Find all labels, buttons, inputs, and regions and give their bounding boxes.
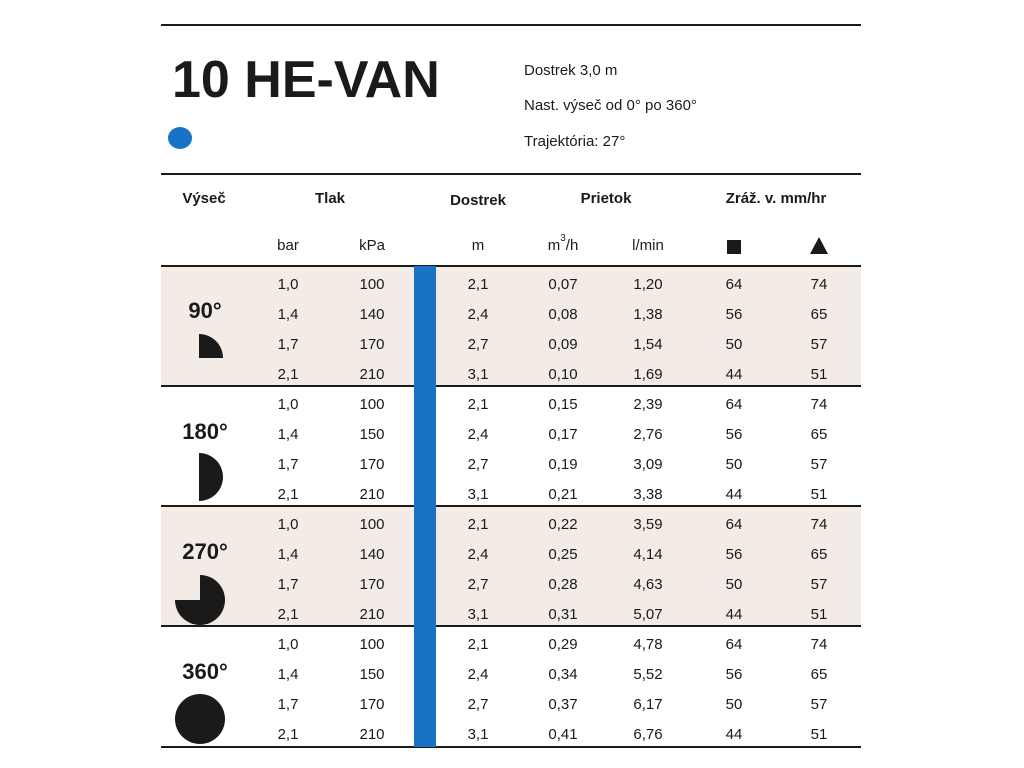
cell-kpa: 210	[359, 486, 385, 503]
spec-range: Dostrek 3,0 m	[524, 62, 618, 79]
cell-m: 2,7	[467, 336, 489, 353]
arc-label-180: 180°	[182, 419, 228, 444]
cell-bar: 1,4	[277, 306, 299, 323]
cell-tri: 65	[810, 306, 828, 323]
cell-bar: 1,0	[277, 276, 299, 293]
cell-m3h: 0,37	[548, 696, 578, 713]
cell-lmin: 2,39	[633, 396, 663, 413]
arc-label-90: 90°	[188, 298, 222, 323]
col-header-arc: Výseč	[182, 190, 226, 207]
cell-kpa: 170	[359, 456, 385, 473]
cell-bar: 2,1	[277, 726, 299, 743]
unit-m3h	[547, 233, 579, 254]
cell-sq: 44	[725, 366, 743, 383]
three-quarter-circle-icon	[174, 574, 226, 626]
arc-label-270: 270°	[182, 539, 228, 564]
cell-kpa: 210	[359, 726, 385, 743]
cell-kpa: 150	[359, 426, 385, 443]
cell-lmin: 1,54	[633, 336, 663, 353]
cell-bar: 2,1	[277, 606, 299, 623]
unit-bar: bar	[277, 237, 299, 254]
cell-lmin: 6,76	[633, 726, 663, 743]
cell-kpa: 140	[359, 306, 385, 323]
cell-kpa: 100	[359, 516, 385, 533]
cell-m: 2,4	[467, 426, 489, 443]
unit-m: m	[471, 237, 485, 254]
cell-bar: 1,0	[277, 636, 299, 653]
nozzle-color-dot	[168, 127, 192, 149]
cell-kpa: 170	[359, 576, 385, 593]
cell-bar: 2,1	[277, 366, 299, 383]
cell-m3h: 0,08	[548, 306, 578, 323]
cell-bar: 1,0	[277, 516, 299, 533]
cell-m3h: 0,22	[548, 516, 578, 533]
col-header-pressure: Tlak	[314, 190, 346, 207]
cell-bar: 1,0	[277, 396, 299, 413]
col-header-radius: Dostrek	[450, 192, 506, 209]
cell-m: 2,1	[467, 276, 489, 293]
cell-bar: 2,1	[277, 486, 299, 503]
cell-lmin: 4,14	[633, 546, 663, 563]
cell-tri: 51	[810, 726, 828, 743]
cell-lmin: 1,20	[633, 276, 663, 293]
cell-kpa: 140	[359, 546, 385, 563]
cell-sq: 64	[725, 636, 743, 653]
cell-sq: 64	[725, 276, 743, 293]
cell-tri: 65	[810, 546, 828, 563]
unit-m3h-sup: 3	[560, 233, 566, 244]
cell-kpa: 150	[359, 666, 385, 683]
cell-lmin: 6,17	[633, 696, 663, 713]
cell-m3h: 0,31	[548, 606, 578, 623]
spec-arc-adjust: Nast. výseč od 0° po 360°	[524, 97, 697, 114]
cell-m: 2,4	[467, 546, 489, 563]
half-circle-icon	[199, 452, 227, 502]
cell-tri: 57	[810, 696, 828, 713]
cell-sq: 44	[725, 726, 743, 743]
cell-m: 3,1	[467, 606, 489, 623]
cell-m3h: 0,19	[548, 456, 578, 473]
cell-lmin: 4,78	[633, 636, 663, 653]
cell-tri: 74	[810, 276, 828, 293]
cell-m: 2,7	[467, 456, 489, 473]
cell-m: 2,7	[467, 696, 489, 713]
group-divider	[161, 505, 861, 507]
cell-tri: 51	[810, 366, 828, 383]
square-spacing-icon	[727, 240, 741, 254]
cell-m: 2,4	[467, 306, 489, 323]
cell-sq: 50	[725, 456, 743, 473]
cell-m: 2,1	[467, 636, 489, 653]
cell-sq: 64	[725, 396, 743, 413]
spec-trajectory: Trajektória: 27°	[524, 133, 626, 150]
cell-tri: 74	[810, 396, 828, 413]
cell-tri: 65	[810, 666, 828, 683]
cell-tri: 57	[810, 456, 828, 473]
cell-m3h: 0,41	[548, 726, 578, 743]
cell-sq: 56	[725, 666, 743, 683]
cell-kpa: 210	[359, 366, 385, 383]
cell-bar: 1,7	[277, 456, 299, 473]
cell-m: 2,1	[467, 396, 489, 413]
top-rule	[161, 24, 861, 26]
cell-m3h: 0,34	[548, 666, 578, 683]
cell-tri: 74	[810, 636, 828, 653]
cell-lmin: 4,63	[633, 576, 663, 593]
cell-sq: 50	[725, 696, 743, 713]
cell-m3h: 0,10	[548, 366, 578, 383]
cell-tri: 51	[810, 486, 828, 503]
unit-m3h-rest: /h	[565, 237, 579, 254]
cell-bar: 1,4	[277, 426, 299, 443]
quarter-circle-icon	[199, 334, 225, 360]
cell-m: 3,1	[467, 726, 489, 743]
cell-bar: 1,7	[277, 696, 299, 713]
cell-tri: 57	[810, 336, 828, 353]
cell-m3h: 0,29	[548, 636, 578, 653]
unit-kpa: kPa	[359, 237, 385, 254]
cell-m3h: 0,07	[548, 276, 578, 293]
cell-m3h: 0,25	[548, 546, 578, 563]
cell-sq: 56	[725, 306, 743, 323]
unit-lmin: l/min	[632, 237, 664, 254]
cell-m: 2,7	[467, 576, 489, 593]
arc-label-360: 360°	[182, 659, 228, 684]
cell-bar: 1,4	[277, 546, 299, 563]
cell-m3h: 0,28	[548, 576, 578, 593]
cell-lmin: 5,07	[633, 606, 663, 623]
col-header-precip: Zráž. v. mm/hr	[725, 190, 827, 207]
cell-lmin: 5,52	[633, 666, 663, 683]
cell-sq: 50	[725, 576, 743, 593]
cell-kpa: 100	[359, 396, 385, 413]
cell-m: 2,4	[467, 666, 489, 683]
cell-sq: 56	[725, 546, 743, 563]
group-band-180	[161, 387, 861, 507]
cell-sq: 44	[725, 606, 743, 623]
cell-kpa: 210	[359, 606, 385, 623]
group-band-360	[161, 627, 861, 747]
cell-lmin: 1,69	[633, 366, 663, 383]
cell-lmin: 2,76	[633, 426, 663, 443]
cell-lmin: 1,38	[633, 306, 663, 323]
cell-lmin: 3,59	[633, 516, 663, 533]
nozzle-color-bar	[414, 266, 436, 747]
group-divider	[161, 625, 861, 627]
product-title: 10 HE-VAN	[172, 51, 440, 109]
cell-sq: 50	[725, 336, 743, 353]
cell-tri: 65	[810, 426, 828, 443]
cell-kpa: 100	[359, 636, 385, 653]
cell-m: 2,1	[467, 516, 489, 533]
cell-sq: 44	[725, 486, 743, 503]
cell-bar: 1,7	[277, 336, 299, 353]
header-rule	[161, 173, 861, 175]
col-header-flow: Prietok	[580, 190, 632, 207]
group-divider	[161, 385, 861, 387]
cell-sq: 64	[725, 516, 743, 533]
cell-tri: 57	[810, 576, 828, 593]
cell-sq: 56	[725, 426, 743, 443]
cell-m3h: 0,21	[548, 486, 578, 503]
cell-m: 3,1	[467, 486, 489, 503]
cell-m: 3,1	[467, 366, 489, 383]
cell-kpa: 100	[359, 276, 385, 293]
unit-m3h-base: m	[547, 237, 561, 254]
cell-tri: 74	[810, 516, 828, 533]
cell-bar: 1,4	[277, 666, 299, 683]
cell-m3h: 0,09	[548, 336, 578, 353]
bottom-rule	[161, 746, 861, 748]
cell-kpa: 170	[359, 336, 385, 353]
cell-lmin: 3,09	[633, 456, 663, 473]
full-circle-icon	[174, 693, 226, 745]
cell-m3h: 0,15	[548, 396, 578, 413]
cell-m3h: 0,17	[548, 426, 578, 443]
cell-tri: 51	[810, 606, 828, 623]
triangle-spacing-icon	[810, 237, 828, 254]
group-band-270	[161, 507, 861, 627]
cell-lmin: 3,38	[633, 486, 663, 503]
cell-bar: 1,7	[277, 576, 299, 593]
group-band-90	[161, 267, 861, 387]
cell-kpa: 170	[359, 696, 385, 713]
